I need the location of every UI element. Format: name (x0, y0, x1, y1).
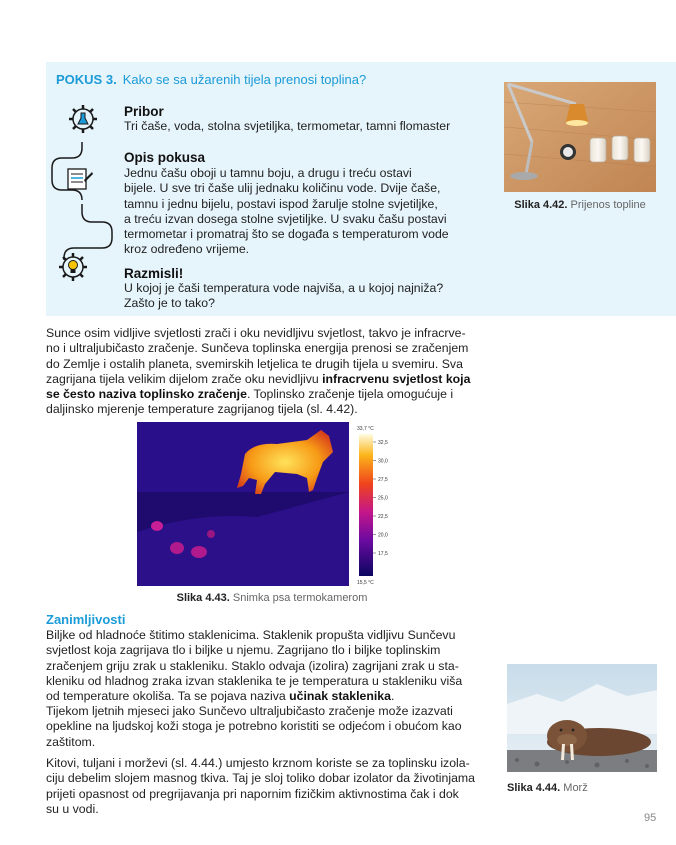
opis-line: a treću izvan dosega stolne svjetiljke. U svaku čašu postavi (124, 211, 447, 226)
opis-title: Opis pokusa (124, 150, 206, 165)
figure-caption-text: Morž (563, 782, 588, 794)
opis-line: bijele. U sve tri čaše ulij jednaku količinu vode. Dvije čaše, (124, 181, 441, 196)
scale-tick-label: 25,0 (378, 495, 388, 502)
temperature-scale (357, 426, 388, 586)
figure-4-42-caption (504, 198, 656, 212)
text-line (46, 689, 492, 704)
paragraph-radiation (46, 326, 492, 418)
text-line (46, 372, 492, 387)
experiment-question: Kako se sa užarenih tijela prenosi toplina? (122, 72, 367, 87)
paragraph-uv (46, 704, 492, 750)
scale-min: 15,5 °C (357, 580, 374, 586)
flask-gear-icon (68, 104, 98, 134)
bold-term: učinak staklenika (289, 689, 391, 704)
text-line: prijeti opasnost od pregrijavanja pri napornim fizičkim aktivnostima čak i dok (46, 786, 459, 801)
opis-line: kroz određeno vrijeme. (124, 242, 250, 257)
paragraph-greenhouse (46, 628, 492, 704)
figure-label: Slika 4.43. (176, 592, 230, 604)
pribor-text: Tri čaše, voda, stolna svjetiljka, termometar, tamni flomaster (124, 119, 451, 133)
scale-tick-label: 17,5 (378, 551, 388, 557)
text-line: svjetlost koja zagrijava tlo i biljke u njemu. Zagrijano tlo i biljke toplinskim (46, 643, 441, 658)
razmisli-line: Zašto je to tako? (124, 296, 215, 311)
razmisli-line: U kojoj je čaši temperatura vode najviša, a u kojoj najniža? (124, 281, 444, 295)
text-line: Sunce osim vidljive svjetlosti zrači i oku nevidljivu svjetlost, takvo je infracrve- (46, 326, 466, 340)
text-line: Tijekom ljetnih mjeseci jako Sunčevo ultraljubičasto zračenje može izazvati (46, 704, 453, 718)
razmisli-title: Razmisli! (124, 266, 184, 281)
scale-max: 33,7 °C (357, 426, 374, 432)
zanimljivosti-title: Zanimljivosti (46, 612, 126, 627)
lamp-glasses-photo (504, 82, 656, 192)
opis-line: termometar i promatraj što se događa s temperaturom vode (124, 227, 449, 242)
figure-4-43-caption (137, 592, 407, 604)
razmisli-text (124, 281, 443, 312)
text-span: . (390, 689, 395, 704)
scale-tick-label: 32,5 (378, 440, 388, 446)
text-line: kleniku od hladnog zraka izvan staklenika te je temperatura u stakleniku viša (46, 673, 463, 688)
scale-tick-label: 22,5 (378, 514, 388, 520)
figure-label: Slika 4.42. (514, 199, 568, 211)
figure-label: Slika 4.44. (507, 782, 561, 794)
pribor-title: Pribor (124, 104, 164, 119)
text-line: do Zemlje i ostalih planeta, svemirskih letjelica te drugih tijela u svemiru. Sva (46, 356, 463, 371)
figure-caption-text: Prijenos topline (570, 199, 646, 211)
text-line: su u vodi. (46, 801, 99, 816)
text-line: opekline na ljudskoj koži stoga je potrebno koristiti se odjećom i obućom kao (46, 719, 462, 734)
text-span: zagrijana tijela velikim dijelom zrače oku nevidljivu (46, 371, 323, 386)
text-line: daljinsko mjerenje temperature zagrijanog tijela (sl. 4.42). (46, 402, 358, 417)
text-line: ciju debelim slojem masnog tkiva. Taj je sloj toliko dobar izolator da životinjama (46, 771, 475, 786)
opis-line: tamnu i jednu bijelu, postavi ispod žarulje stolne svjetiljke, (124, 196, 438, 211)
figure-4-44-caption (507, 782, 588, 794)
scale-tick-label: 30,0 (378, 458, 388, 465)
text-line: Kitovi, tuljani i morževi (sl. 4.44.) umjesto krznom koriste se za toplinsku izola- (46, 756, 470, 770)
text-line (46, 387, 492, 402)
text-line: no i ultraljubičasto zračenje. Sunčeva toplinska energija prenosi se zračenjem (46, 341, 469, 356)
lightbulb-gear-icon (58, 252, 88, 282)
page-number: 95 (644, 812, 657, 824)
text-line: zaštitom. (46, 734, 96, 749)
text-line: zračenjem griju zrak u stakleniku. Staklo odvaja (izolira) zagrijani zrak u sta- (46, 658, 459, 673)
experiment-number: POKUS 3. (56, 72, 117, 87)
bold-term: se često naziva toplinsko zračenje (46, 387, 247, 402)
text-span: od temperature okoliša. Ta se pojava naziva (46, 689, 290, 704)
text-span: . Toplinsko zračenje tijela omogućuje i (246, 387, 454, 402)
document-icon (64, 166, 94, 192)
opis-text (124, 166, 449, 258)
paragraph-walrus (46, 756, 492, 817)
text-line: Biljke od hladnoće štitimo staklenicima. Staklenik propušta vidljivu Sunčevu (46, 628, 456, 642)
walrus-photo (507, 664, 657, 772)
opis-line: Jednu čašu oboji u tamnu boju, a drugu i treću ostavi (124, 166, 412, 180)
scale-tick-label: 20,0 (378, 532, 388, 539)
thermal-dog-image (137, 422, 407, 586)
figure-caption-text: Snimka psa termokamerom (232, 592, 368, 604)
bold-term: infracrvenu svjetlost koja (322, 371, 471, 386)
scale-tick-label: 27,5 (378, 477, 388, 483)
